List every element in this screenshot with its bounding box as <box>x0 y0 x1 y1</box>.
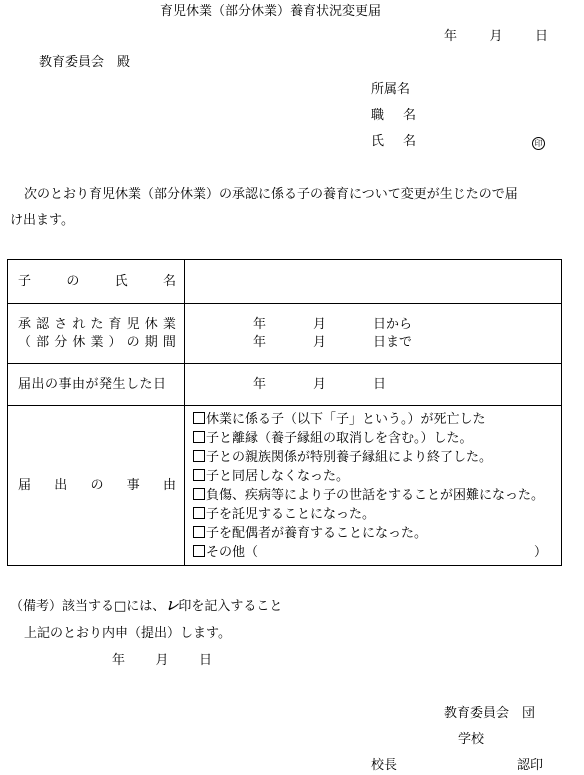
checkbox[interactable] <box>193 431 205 443</box>
affiliation-label: 所属名 <box>371 82 411 97</box>
applicant-seal <box>532 135 545 151</box>
name-label: 氏 名 <box>371 134 416 149</box>
check-mark: レ <box>165 599 179 614</box>
year-label: 年 <box>444 29 458 44</box>
period-label-cell <box>8 304 185 364</box>
submission-date: 年 月 日 <box>112 653 212 668</box>
reason-label-cell: 届 出 の 事 由 <box>8 406 185 566</box>
reason-option-5[interactable]: 負傷、疾病等により子の世話をすることが困難になった。 <box>185 486 561 505</box>
reason-option-2[interactable]: 子と離縁（養子縁組の取消しを含む。）した。 <box>185 429 561 448</box>
child-name-value-cell[interactable] <box>185 260 562 304</box>
period-from: 年 月 日から <box>253 316 413 332</box>
row-approved-period <box>8 304 562 364</box>
reason-option-4[interactable]: 子と同居しなくなった。 <box>185 467 561 486</box>
period-to: 年 月 日まで <box>253 334 413 350</box>
reason-option-1[interactable]: 休業に係る子（以下「子」という。）が死亡した <box>185 410 561 429</box>
addressee: 教育委員会 殿 <box>39 55 131 70</box>
sender-school: 学校 <box>458 732 485 747</box>
intro-line-2: け出ます。 <box>10 213 74 228</box>
occurrence-value-cell[interactable] <box>185 364 562 406</box>
position-label: 職 名 <box>371 108 416 123</box>
checkbox[interactable] <box>193 412 205 424</box>
checkbox[interactable] <box>193 545 205 557</box>
submission-statement: 上記のとおり内申（提出）します。 <box>24 626 231 641</box>
occurrence-date: 年 月 日 <box>253 376 387 392</box>
change-form-table <box>7 259 562 566</box>
checkbox[interactable] <box>193 507 205 519</box>
remarks-note: （備考）該当する□には、レ印を記入すること <box>10 599 283 614</box>
day-label: 日 <box>534 29 548 44</box>
reason-option-3[interactable]: 子との親族関係が特別養子縁組により終了した。 <box>185 448 561 467</box>
intro-line-1: 次のとおり育児休業（部分休業）の承認に係る子の養育について変更が生じたので届 <box>24 187 518 202</box>
occurrence-label-cell: 届出の事由が発生した日 <box>8 364 185 406</box>
seal-mark: 印 <box>532 137 545 150</box>
principal-seal: 認印 <box>517 758 544 773</box>
period-label-line-2: （ 部 分 休 業 ） の 期 間 <box>18 334 176 350</box>
reason-option-6[interactable]: 子を託児することになった。 <box>185 505 561 524</box>
document-title: 育児休業（部分休業）養育状況変更届 <box>160 4 382 19</box>
reason-options-cell <box>185 406 562 566</box>
date-line <box>444 29 548 45</box>
period-label-line-1: 承 認 さ れ た 育 児 休 業 <box>18 316 176 332</box>
reason-option-7[interactable]: 子を配偶者が養育することになった。 <box>185 524 561 543</box>
month-label: 月 <box>489 29 503 44</box>
checkbox[interactable] <box>193 469 205 481</box>
principal-label: 校長 <box>371 758 398 773</box>
sender-board: 教育委員会 団 <box>444 706 536 721</box>
reason-option-other[interactable]: その他（ ） <box>185 543 561 562</box>
checkbox[interactable] <box>193 450 205 462</box>
child-name-label-cell: 子 の 氏 名 <box>8 260 185 304</box>
row-occurrence-date <box>8 364 562 406</box>
checkbox[interactable] <box>193 526 205 538</box>
period-value-cell[interactable] <box>185 304 562 364</box>
row-reason <box>8 406 562 566</box>
row-child-name <box>8 260 562 304</box>
other-close-paren: ） <box>533 544 547 560</box>
checkbox[interactable] <box>193 488 205 500</box>
